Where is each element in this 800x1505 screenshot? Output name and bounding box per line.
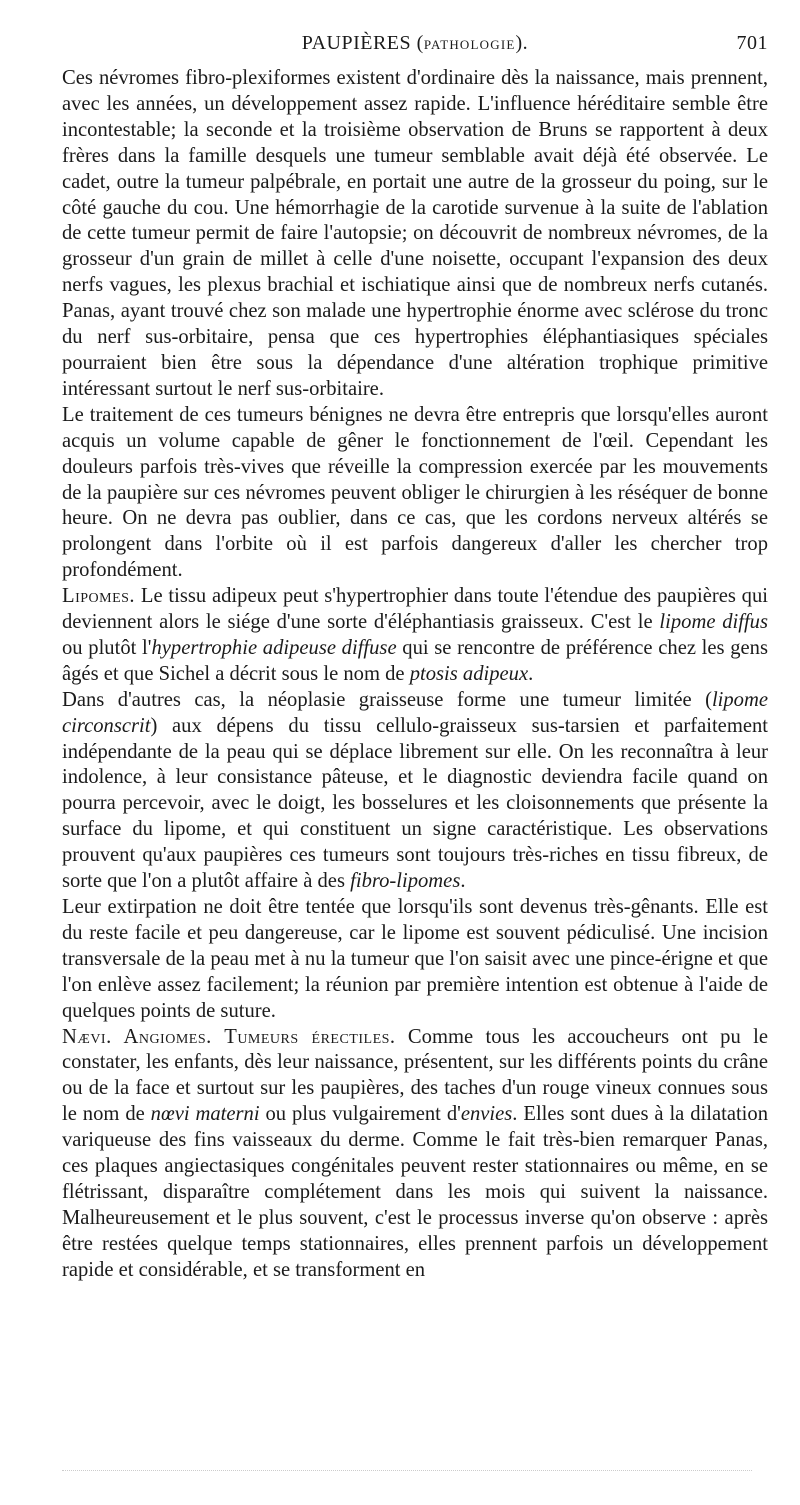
running-header — [62, 30, 768, 60]
italic-term: envies — [460, 1103, 513, 1126]
paragraph-circonscrit — [62, 688, 768, 895]
paragraph-naevi — [62, 1025, 768, 1284]
page — [62, 30, 768, 1284]
paragraph-extirpation: Leur extirpation ne doit être tentée que lorsqu'ils sont devenus très-gênants. Elle est du reste facile et peu dangereuse, car le lipome est souvent pédiculisé. Une incision transversale de la peau met à nu la tumeur que l'on saisit avec une pince-érigne et que l'on enlève assez facilement; la réunion par première intention est obtenue à l'aide de quelques points de suture. — [62, 896, 768, 1022]
text-span: ) aux dépens du tissu cellulo-graisseux sus-tarsien et parfaitement indépendante de la peau qui se déplace librement sur elle. On les reconnaîtra à leur indolence, à leur consistance pâteuse, et le diagnostic deviendra facile quand on pourra percevoir, avec le doigt, les bosselures et les cloisonnements que présente la surface du lipome, et qui constituent un signe caractéristique. Les observations prouvent qu'aux paupières ces tumeurs sont toujours très-riches en tissu fibreux, de sorte que l'on a plutôt affaire à des — [62, 714, 768, 893]
text-span: ou plus vulgairement d' — [259, 1103, 461, 1126]
italic-term: lipome diffus — [659, 611, 768, 634]
page-number: 701 — [736, 32, 768, 54]
body-text — [62, 66, 768, 1284]
header-title-sub: PATHOLOGIE — [423, 37, 516, 52]
text-span: qui se rencontre de préférence chez les gens âgés et que Sichel a décrit sous le nom de — [62, 636, 768, 685]
italic-term: lipome circonscrit — [62, 688, 768, 737]
section-head-lipomes: Lipomes. — [62, 585, 136, 608]
text-span: . Elles sont dues à la dilatation variqueuse des fins vaisseaux du derme. Comme le fait très-bien remarquer Panas, ces plaques angiectasiques congénitales peuvent rester stationnaires ou même, en se flétrissant, disparaître complétement dans les mois qui suivent la naissance. Malheureusement et le plus souvent, c'est le processus inverse qu'on observe : après être restées quelque temps stationnaires, elles prennent parfois un développement rapide et considérable, et se transforment en — [62, 1103, 769, 1281]
scan-artifact-line — [62, 1470, 752, 1475]
header-title-main: PAUPIÈRES ( — [301, 32, 424, 54]
italic-term: hypertrophie adipeuse diffuse — [151, 636, 397, 659]
paragraph-nevromes: Ces névromes fibro-plexiformes existent d'ordinaire dès la naissance, mais prennent, avec les années, un développement assez rapide. L'influence héréditaire semble être incontestable; la seconde et la troisième observation de Bruns se rapportent à deux frères dans la famille desquels une tumeur semblable avait déjà été observée. Le cadet, outre la tumeur palpébrale, en portait une autre de la grosseur du poing, sur le côté gauche du cou. Une hémorrhagie de la carotide survenue à la suite de l'ablation de cette tumeur permit de faire l'autopsie; on découvrit de nombreux névromes, de la grosseur d'un grain de millet à celle d'une noisette, occupant l'expansion des deux nerfs vagues, les plexus brachial et ischiatique ainsi que de nombreux nerfs cutanés. Panas, ayant trouvé chez son malade une hypertrophie énorme avec sclérose du tronc du nerf sus-orbitaire, pensa que ces hypertrophies éléphantiasiques spéciales pourraient bien être sous la dépendance d'une altération trophique primitive intéressant surtout le nerf sus-orbitaire. — [62, 67, 768, 400]
italic-term: nœvi materni — [150, 1103, 260, 1126]
paragraph-lipomes — [62, 584, 768, 688]
italic-term: fibro-lipomes — [350, 870, 461, 893]
text-span: Le tissu adipeux peut s'hypertrophier dans toute l'étendue des paupières qui deviennent alors le siége d'une sorte d'éléphantiasis graisseux. C'est le — [62, 585, 768, 634]
text-span: Dans d'autres cas, la néoplasie graisseuse forme une tumeur limitée ( — [62, 688, 712, 711]
section-head-naevi: Nævi. Angiomes. Tumeurs érectiles. — [62, 1025, 396, 1048]
italic-term: ptosis adipeux — [409, 662, 529, 685]
header-title-end: ). — [515, 32, 529, 54]
paragraph-traitement: Le traitement de ces tumeurs bénignes ne devra être entrepris que lorsqu'elles auront acquis un volume capable de gêner le fonctionnement de l'œil. Cependant les douleurs parfois très-vives que réveille la compression exercée par les mouvements de la paupière sur ces névromes peuvent obliger le chirurgien à les réséquer de bonne heure. On ne devra pas oublier, dans ce cas, que les cordons nerveux altérés se prolongent dans l'orbite où il est parfois dangereux d'aller les chercher trop profondément. — [62, 403, 768, 582]
text-span: . — [460, 870, 466, 893]
header-title — [62, 32, 768, 55]
text-span: . — [528, 662, 534, 685]
text-span: ou plutôt l' — [62, 636, 152, 659]
text-span: Comme tous les accoucheurs ont pu le constater, les enfants, dès leur naissance, présentent, sur les différents points du crâne ou de la face et surtout sur les paupières, des taches d'un rouge vineux connues sous le nom de — [62, 1025, 768, 1126]
